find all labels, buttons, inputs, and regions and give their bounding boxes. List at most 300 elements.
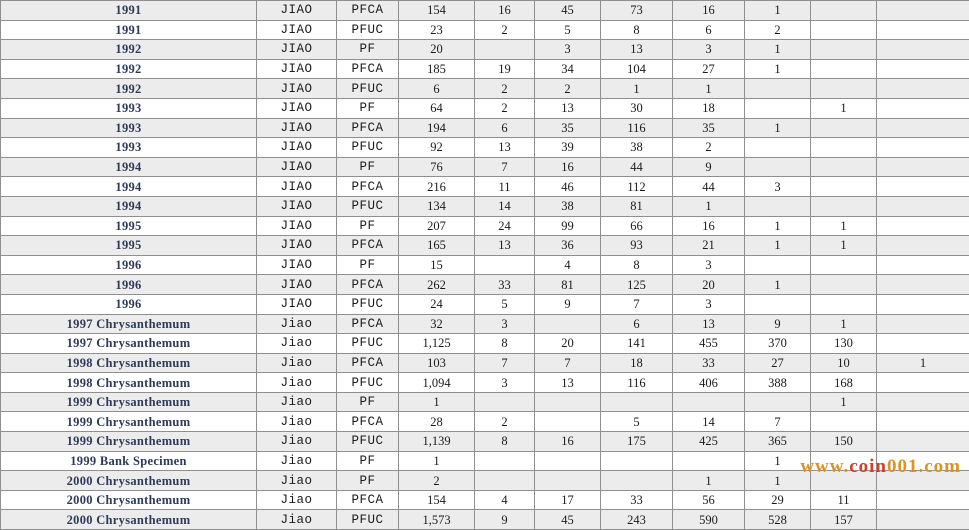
cell-issue: 2000 Chrysanthemum [1,510,257,530]
cell-total: 1,094 [399,373,475,393]
cell-g7 [877,334,969,354]
cell-grade: PFCA [337,177,399,197]
cell-total: 1,125 [399,334,475,354]
cell-issue: 1994 [1,157,257,177]
cell-g3: 116 [601,118,673,138]
cell-total: 15 [399,255,475,275]
cell-g1: 4 [475,490,535,510]
cell-g3: 73 [601,1,673,21]
cell-g1: 3 [475,373,535,393]
cell-g4: 13 [673,314,745,334]
table-row [1,510,969,530]
cell-denomination: Jiao [257,412,337,432]
cell-g6 [811,118,877,138]
cell-g5: 528 [745,510,811,530]
cell-g1 [475,255,535,275]
cell-g3 [601,451,673,471]
cell-g1: 9 [475,510,535,530]
cell-g3: 116 [601,373,673,393]
cell-g4: 21 [673,236,745,256]
cell-total: 194 [399,118,475,138]
cell-g7 [877,177,969,197]
cell-g1: 16 [475,1,535,21]
cell-g3 [601,471,673,491]
cell-g6 [811,196,877,216]
cell-issue: 2000 Chrysanthemum [1,490,257,510]
cell-g2: 45 [535,510,601,530]
cell-g4: 1 [673,79,745,99]
cell-grade: PFCA [337,59,399,79]
cell-total: 92 [399,138,475,158]
table-row [1,40,969,60]
cell-g3: 8 [601,20,673,40]
cell-g3: 6 [601,314,673,334]
cell-g4: 18 [673,98,745,118]
cell-issue: 1993 [1,138,257,158]
cell-g1: 2 [475,79,535,99]
cell-g1: 7 [475,353,535,373]
cell-grade: PFUC [337,196,399,216]
cell-g5: 1 [745,1,811,21]
cell-g1 [475,471,535,491]
cell-g2: 34 [535,59,601,79]
cell-g4: 3 [673,294,745,314]
cell-grade: PFCA [337,490,399,510]
cell-g7 [877,471,969,491]
cell-g7 [877,59,969,79]
watermark-prefix: www. [800,456,849,477]
cell-g7 [877,275,969,295]
cell-total: 32 [399,314,475,334]
cell-g5: 29 [745,490,811,510]
cell-g1: 13 [475,236,535,256]
cell-g7 [877,138,969,158]
cell-g1: 13 [475,138,535,158]
cell-issue: 1997 Chrysanthemum [1,334,257,354]
cell-g1: 2 [475,20,535,40]
cell-g3: 81 [601,196,673,216]
cell-g5: 1 [745,40,811,60]
cell-g5 [745,98,811,118]
cell-total: 165 [399,236,475,256]
cell-issue: 1992 [1,79,257,99]
cell-g1: 33 [475,275,535,295]
cell-denomination: JIAO [257,1,337,21]
cell-g5: 2 [745,20,811,40]
cell-g4: 425 [673,432,745,452]
cell-g3: 44 [601,157,673,177]
cell-g3: 33 [601,490,673,510]
cell-denomination: Jiao [257,314,337,334]
cell-g7 [877,412,969,432]
cell-grade: PF [337,392,399,412]
cell-grade: PFUC [337,432,399,452]
cell-g2: 2 [535,79,601,99]
table-row [1,216,969,236]
cell-g2: 3 [535,40,601,60]
cell-total: 103 [399,353,475,373]
cell-g5: 27 [745,353,811,373]
cell-g6 [811,1,877,21]
table-row [1,255,969,275]
table-row [1,451,969,471]
cell-denomination: Jiao [257,471,337,491]
cell-denomination: JIAO [257,196,337,216]
cell-g2: 99 [535,216,601,236]
cell-total: 23 [399,20,475,40]
cell-total: 1,139 [399,432,475,452]
cell-denomination: Jiao [257,334,337,354]
cell-g4: 1 [673,471,745,491]
cell-g6: 11 [811,490,877,510]
cell-denomination: JIAO [257,40,337,60]
cell-g1: 3 [475,314,535,334]
cell-g5 [745,294,811,314]
cell-g4: 14 [673,412,745,432]
cell-g7 [877,490,969,510]
cell-g6: 157 [811,510,877,530]
cell-denomination: JIAO [257,20,337,40]
cell-g6 [811,40,877,60]
cell-g2: 36 [535,236,601,256]
table-row [1,373,969,393]
cell-g1: 7 [475,157,535,177]
cell-total: 1 [399,392,475,412]
cell-grade: PFUC [337,334,399,354]
cell-g3: 66 [601,216,673,236]
cell-g6 [811,275,877,295]
table-row [1,353,969,373]
cell-grade: PFUC [337,294,399,314]
cell-issue: 1997 Chrysanthemum [1,314,257,334]
cell-g3: 141 [601,334,673,354]
cell-g6 [811,177,877,197]
cell-g3: 125 [601,275,673,295]
cell-grade: PF [337,40,399,60]
cell-g5 [745,392,811,412]
cell-g4 [673,392,745,412]
cell-g5: 1 [745,275,811,295]
cell-g6 [811,20,877,40]
cell-g4: 3 [673,255,745,275]
watermark-highlight: coin [849,456,887,477]
cell-g4: 406 [673,373,745,393]
cell-grade: PFCA [337,1,399,21]
cell-total: 134 [399,196,475,216]
cell-issue: 1996 [1,255,257,275]
cell-denomination: Jiao [257,392,337,412]
table-row [1,138,969,158]
cell-grade: PFUC [337,79,399,99]
cell-g7 [877,510,969,530]
cell-denomination: JIAO [257,216,337,236]
cell-denomination: Jiao [257,490,337,510]
cell-g4: 6 [673,20,745,40]
cell-g5: 1 [745,59,811,79]
cell-g6: 130 [811,334,877,354]
table-row [1,275,969,295]
table-row [1,432,969,452]
cell-g2: 45 [535,1,601,21]
cell-g1 [475,392,535,412]
cell-g5: 388 [745,373,811,393]
table-row [1,334,969,354]
cell-g6 [811,255,877,275]
cell-issue: 1995 [1,216,257,236]
cell-g2: 38 [535,196,601,216]
cell-g1: 14 [475,196,535,216]
cell-total: 1,573 [399,510,475,530]
cell-g7 [877,79,969,99]
cell-issue: 1998 Chrysanthemum [1,353,257,373]
cell-g4: 27 [673,59,745,79]
cell-denomination: JIAO [257,255,337,275]
cell-g4: 56 [673,490,745,510]
table-row [1,294,969,314]
table-row [1,412,969,432]
cell-grade: PF [337,471,399,491]
cell-g3: 104 [601,59,673,79]
cell-g2: 4 [535,255,601,275]
cell-total: 262 [399,275,475,295]
cell-g1: 5 [475,294,535,314]
cell-g2 [535,392,601,412]
cell-g7 [877,294,969,314]
cell-denomination: JIAO [257,294,337,314]
cell-g5 [745,196,811,216]
cell-g6 [811,412,877,432]
cell-g3: 30 [601,98,673,118]
cell-denomination: Jiao [257,510,337,530]
cell-g4: 3 [673,40,745,60]
cell-denomination: Jiao [257,432,337,452]
cell-issue: 1996 [1,294,257,314]
cell-denomination: JIAO [257,275,337,295]
table-row [1,118,969,138]
table-row [1,196,969,216]
cell-total: 154 [399,1,475,21]
table-row [1,314,969,334]
cell-g4: 2 [673,138,745,158]
cell-g3: 1 [601,79,673,99]
cell-g2: 9 [535,294,601,314]
cell-g7 [877,255,969,275]
cell-g2 [535,412,601,432]
cell-g7 [877,451,969,471]
cell-g7 [877,216,969,236]
cell-g2: 46 [535,177,601,197]
cell-g6 [811,157,877,177]
watermark-suffix: 001.com [887,456,961,477]
cell-g2 [535,471,601,491]
table-body [1,1,969,530]
cell-g4 [673,451,745,471]
cell-total: 76 [399,157,475,177]
cell-denomination: JIAO [257,236,337,256]
cell-g5: 1 [745,451,811,471]
cell-denomination: JIAO [257,177,337,197]
cell-g2 [535,314,601,334]
cell-issue: 1998 Chrysanthemum [1,373,257,393]
cell-g6: 168 [811,373,877,393]
cell-g4: 20 [673,275,745,295]
cell-g3: 93 [601,236,673,256]
cell-g1: 24 [475,216,535,236]
cell-total: 6 [399,79,475,99]
cell-denomination: JIAO [257,157,337,177]
cell-g4: 44 [673,177,745,197]
cell-total: 2 [399,471,475,491]
cell-grade: PF [337,216,399,236]
cell-g4: 455 [673,334,745,354]
cell-g3: 8 [601,255,673,275]
cell-total: 185 [399,59,475,79]
cell-g5: 3 [745,177,811,197]
cell-grade: PFCA [337,353,399,373]
cell-g5: 9 [745,314,811,334]
table-row [1,98,969,118]
cell-denomination: JIAO [257,59,337,79]
cell-g5: 1 [745,216,811,236]
table-row [1,392,969,412]
cell-g1: 8 [475,334,535,354]
cell-issue: 1999 Bank Specimen [1,451,257,471]
cell-denomination: JIAO [257,138,337,158]
cell-denomination: Jiao [257,451,337,471]
cell-issue: 1993 [1,98,257,118]
cell-total: 1 [399,451,475,471]
cell-g3: 7 [601,294,673,314]
cell-g7 [877,314,969,334]
cell-g6: 1 [811,392,877,412]
cell-g4: 1 [673,196,745,216]
cell-issue: 2000 Chrysanthemum [1,471,257,491]
cell-g6 [811,471,877,491]
cell-issue: 1995 [1,236,257,256]
table-row [1,471,969,491]
cell-issue: 1992 [1,40,257,60]
cell-issue: 1991 [1,1,257,21]
cell-g6: 1 [811,98,877,118]
cell-grade: PF [337,157,399,177]
cell-g3: 175 [601,432,673,452]
cell-g3: 243 [601,510,673,530]
cell-g6: 150 [811,432,877,452]
cell-denomination: Jiao [257,373,337,393]
cell-g6 [811,79,877,99]
cell-g2: 7 [535,353,601,373]
cell-total: 24 [399,294,475,314]
cell-g2: 16 [535,432,601,452]
cell-g4: 9 [673,157,745,177]
cell-g5 [745,255,811,275]
cell-g2: 81 [535,275,601,295]
cell-g2: 39 [535,138,601,158]
cell-issue: 1999 Chrysanthemum [1,412,257,432]
cell-issue: 1992 [1,59,257,79]
cell-g2: 20 [535,334,601,354]
table-row [1,490,969,510]
cell-denomination: JIAO [257,118,337,138]
cell-g3 [601,392,673,412]
cell-g2: 13 [535,98,601,118]
cell-total: 64 [399,98,475,118]
cell-g6: 1 [811,236,877,256]
cell-grade: PF [337,98,399,118]
cell-g7 [877,98,969,118]
cell-g6: 1 [811,216,877,236]
cell-grade: PFUC [337,138,399,158]
cell-g4: 33 [673,353,745,373]
cell-g5 [745,138,811,158]
cell-g2: 17 [535,490,601,510]
cell-denomination: JIAO [257,79,337,99]
cell-issue: 1999 Chrysanthemum [1,432,257,452]
cell-total: 28 [399,412,475,432]
cell-g1: 2 [475,412,535,432]
cell-g2: 16 [535,157,601,177]
cell-g3: 5 [601,412,673,432]
cell-g5 [745,157,811,177]
cell-g4: 16 [673,216,745,236]
cell-g7 [877,236,969,256]
cell-issue: 1994 [1,177,257,197]
cell-g3: 18 [601,353,673,373]
cell-grade: PF [337,255,399,275]
table-row [1,59,969,79]
cell-g6 [811,59,877,79]
cell-denomination: Jiao [257,353,337,373]
cell-g5: 1 [745,118,811,138]
cell-issue: 1993 [1,118,257,138]
cell-g1 [475,40,535,60]
cell-grade: PF [337,451,399,471]
cell-total: 154 [399,490,475,510]
cell-g7 [877,157,969,177]
cell-g2: 13 [535,373,601,393]
cell-g3: 38 [601,138,673,158]
cell-g6: 10 [811,353,877,373]
cell-issue: 1999 Chrysanthemum [1,392,257,412]
cell-g2: 5 [535,20,601,40]
cell-g3: 112 [601,177,673,197]
cell-g5: 1 [745,471,811,491]
cell-grade: PFCA [337,275,399,295]
cell-g7 [877,40,969,60]
cell-total: 207 [399,216,475,236]
cell-g4: 35 [673,118,745,138]
cell-g6 [811,294,877,314]
cell-total: 216 [399,177,475,197]
cell-g7 [877,118,969,138]
cell-g4: 590 [673,510,745,530]
cell-issue: 1994 [1,196,257,216]
cell-g2 [535,451,601,471]
cell-g1: 11 [475,177,535,197]
cell-g6: 1 [811,314,877,334]
cell-g7 [877,432,969,452]
cell-denomination: JIAO [257,98,337,118]
cell-grade: PFCA [337,412,399,432]
cell-g5: 365 [745,432,811,452]
cell-grade: PFCA [337,236,399,256]
cell-g7 [877,392,969,412]
cell-g6 [811,451,877,471]
cell-issue: 1996 [1,275,257,295]
cell-g4: 16 [673,1,745,21]
cell-g7 [877,1,969,21]
cell-g1: 8 [475,432,535,452]
